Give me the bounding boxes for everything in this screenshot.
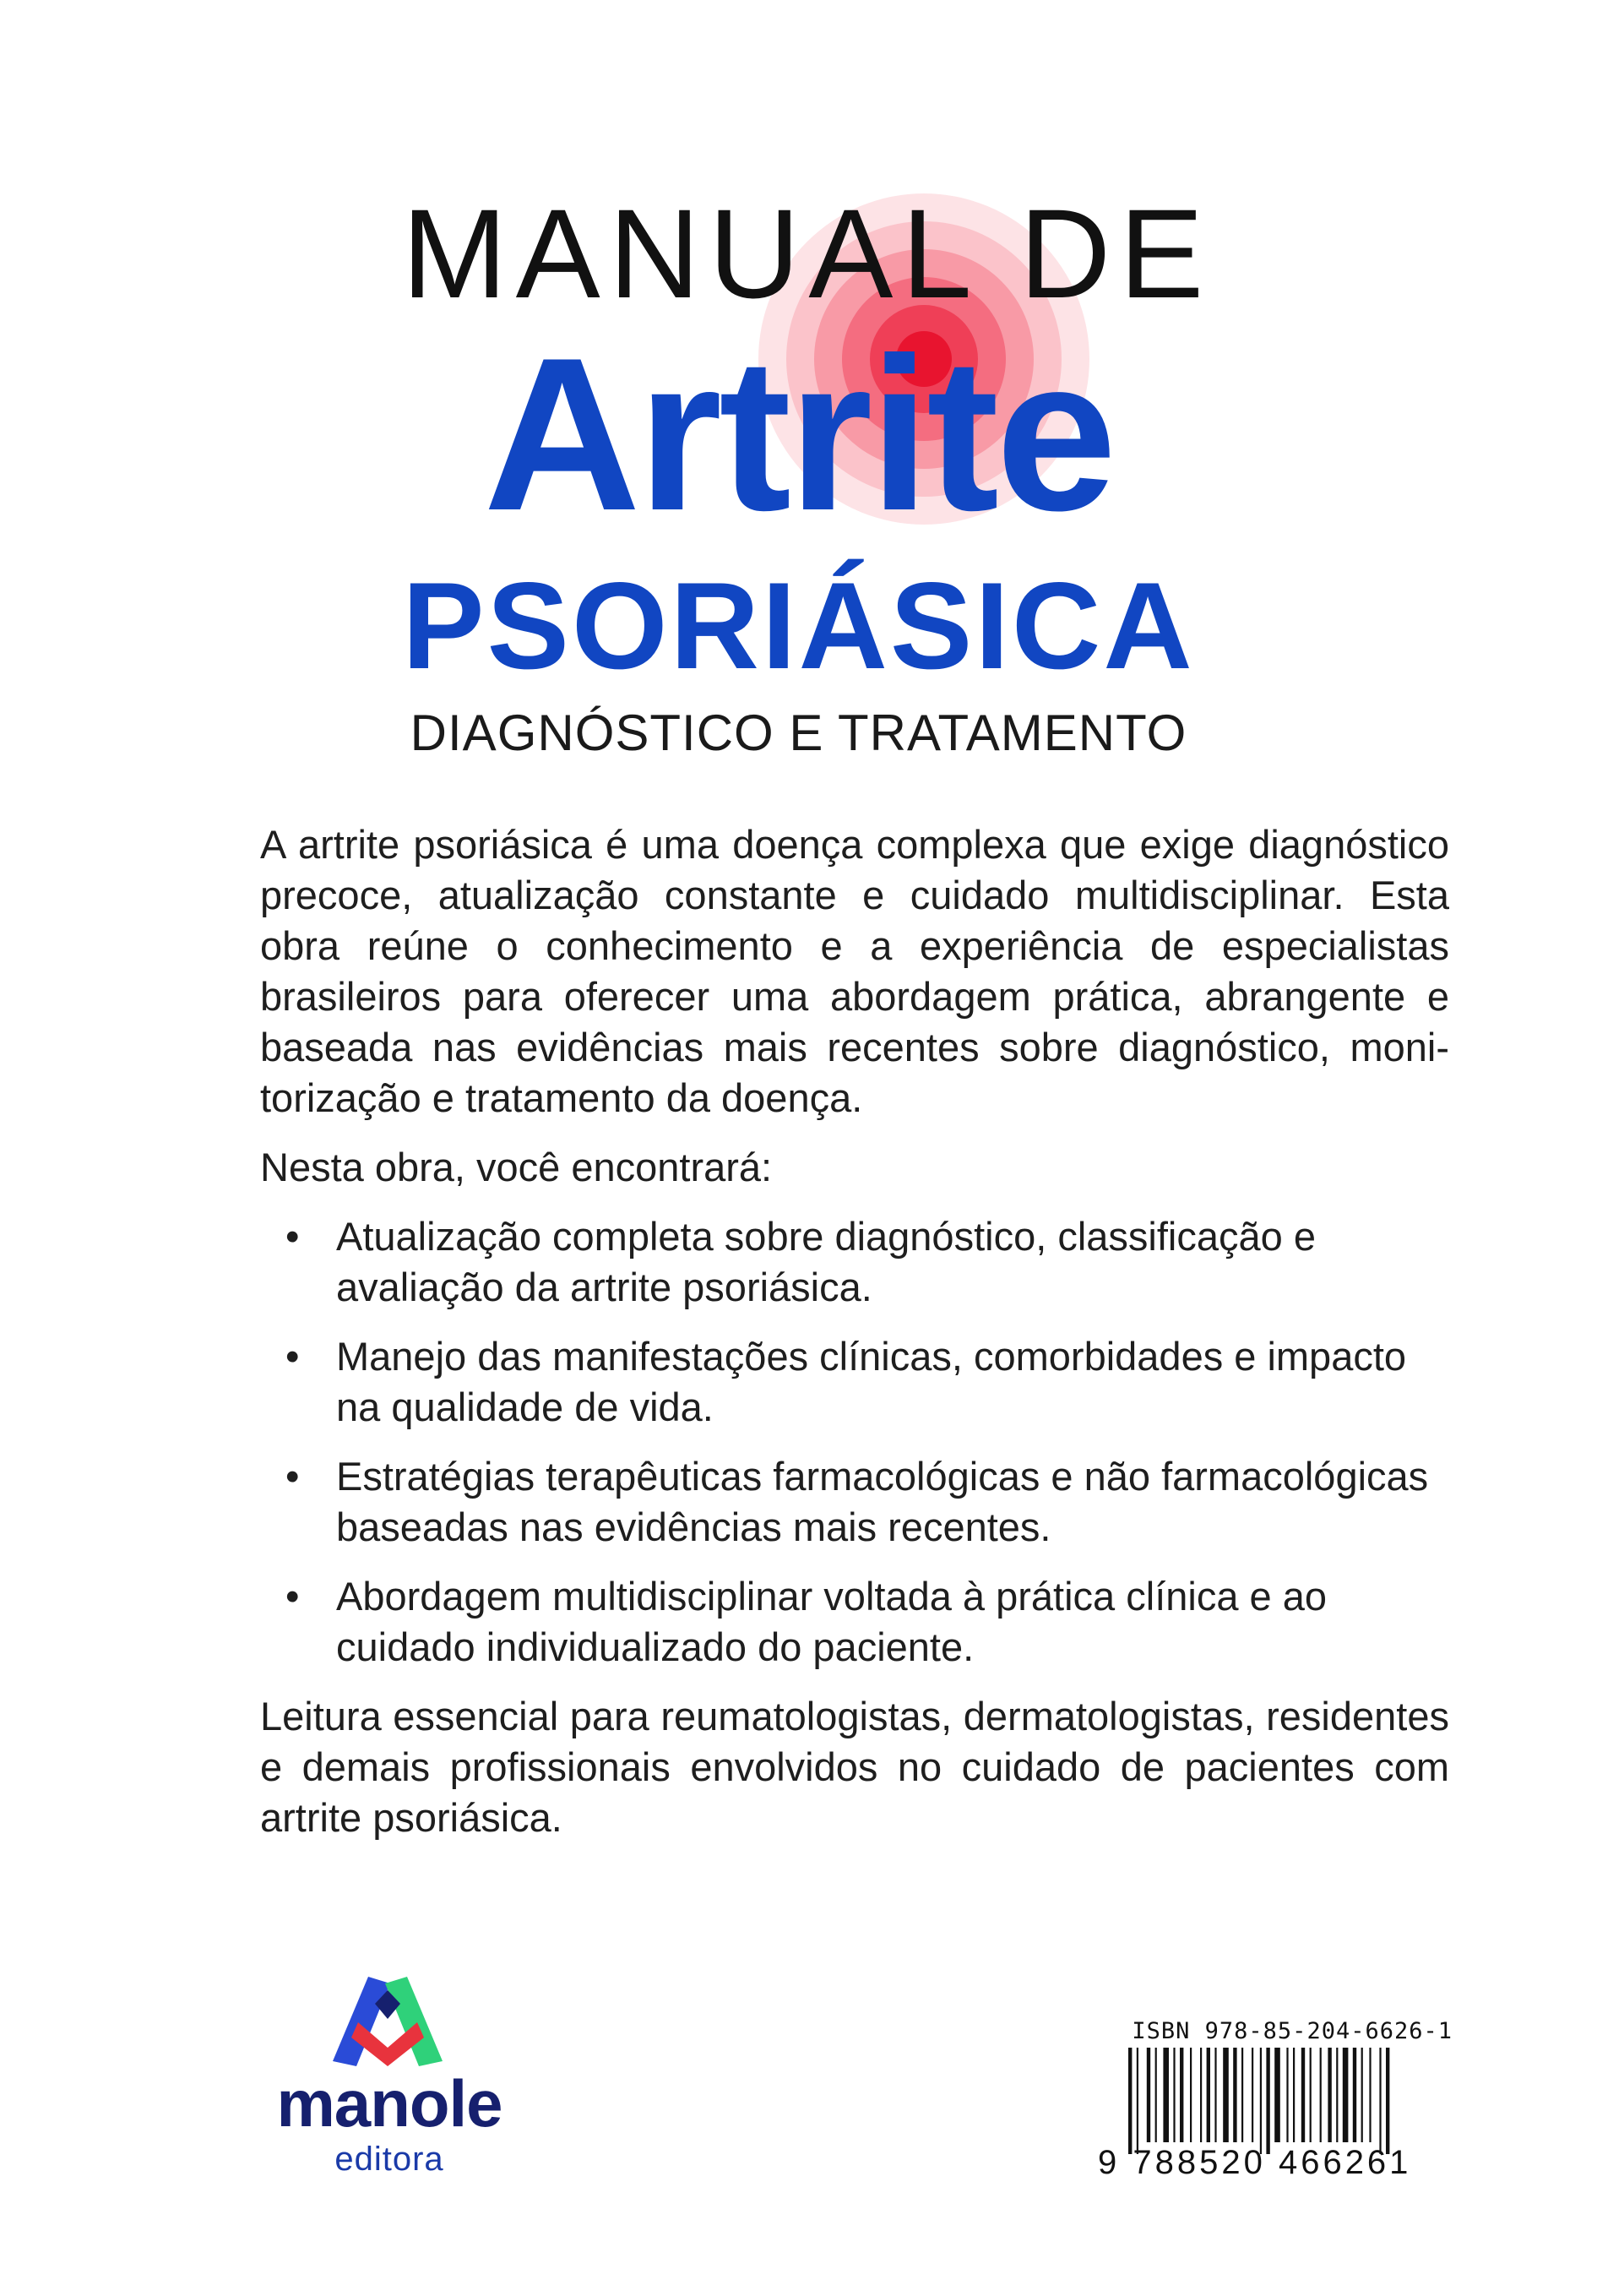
bullet-marker: • (285, 1214, 300, 1259)
feature-list (260, 1211, 1449, 1673)
barcode-bar (1147, 2048, 1150, 2142)
isbn-label: ISBN 978-85-204-6626-1 (1132, 2018, 1453, 2044)
barcode-bar (1379, 2048, 1381, 2154)
barcode-bar (1328, 2048, 1331, 2142)
barcode-bar (1260, 2048, 1262, 2154)
title-artrite: Artrite (483, 312, 1114, 556)
isbn-barcode (1098, 2019, 1453, 2179)
barcode-bar (1293, 2048, 1295, 2142)
bullet-marker: • (285, 1574, 300, 1619)
feature-text: Manejo das manifestações clínicas, comorbidades e impacto na qualidade de vida. (336, 1334, 1407, 1429)
barcode-bar (1274, 2048, 1280, 2142)
closing-paragraph: Leitura essencial para reumatologistas, dermatologistas, residentes e demais profissionais envolvidos no cuidado de pacientes com artrite psoriásica. (260, 1694, 1449, 1840)
feature-list-item (285, 1211, 1449, 1313)
feature-text: Atualização completa sobre diagnóstico, classificação e avaliação da artrite psoriásica. (336, 1214, 1316, 1309)
barcode-bar (1353, 2048, 1356, 2142)
barcode-bar (1343, 2048, 1349, 2142)
title-psoriasica: PSORIÁSICA (402, 557, 1195, 694)
barcode-bar (1266, 2048, 1269, 2154)
barcode-bar (1310, 2048, 1312, 2142)
barcode-bar (1163, 2048, 1169, 2142)
bullet-marker: • (285, 1334, 300, 1379)
title-manual-de: MANUAL DE (401, 182, 1213, 324)
feature-text: Estratégias terapêuticas farmacológicas e não farmacológicas baseadas nas evidências mais recentes. (336, 1454, 1429, 1549)
feature-list-item (285, 1331, 1449, 1433)
intro-paragraph: A artrite psoriásica é uma doença complexa que exige diagnóstico precoce, atualização constante e cuidado multidisciplinar. Esta obra reúne o conhecimento e a experiência de especialistas brasileiros para oferecer uma abordagem prática, abrangente e baseada nas evidências mais recentes sobre diagnóstico, monitorização e tratamento da doença. (260, 822, 1449, 1120)
feature-list-item (285, 1451, 1449, 1553)
barcode-bar (1128, 2048, 1132, 2154)
barcode-bar (1336, 2048, 1338, 2142)
barcode-bar (1233, 2048, 1236, 2142)
publisher-sub: editora (334, 2141, 444, 2178)
barcode-bar (1200, 2048, 1202, 2142)
barcode-bars (1123, 2048, 1453, 2154)
barcode-bar (1286, 2048, 1288, 2142)
barcode-bar (1386, 2048, 1389, 2154)
manole-m-logo-icon (324, 1967, 451, 2068)
publisher-name: manole (276, 2066, 502, 2141)
bullet-marker: • (285, 1454, 300, 1499)
barcode-bar (1180, 2048, 1183, 2142)
barcode-bar (1369, 2048, 1371, 2142)
cover-subtitle: DIAGNÓSTICO E TRATAMENTO (410, 705, 1187, 761)
barcode-bar (1155, 2048, 1157, 2142)
barcode-bar (1361, 2048, 1363, 2142)
barcode-bar (1301, 2048, 1305, 2142)
publisher-logo (250, 1967, 529, 2178)
barcode-bar (1241, 2048, 1243, 2142)
barcode-bar (1214, 2048, 1216, 2142)
back-cover-description (260, 819, 1449, 1862)
barcode-bar (1137, 2048, 1138, 2154)
barcode-bar (1252, 2048, 1253, 2142)
barcode-bar (1190, 2048, 1192, 2142)
logo-middle-stroke (351, 2022, 424, 2066)
lead-sentence: Nesta obra, você encontrará: (260, 1145, 773, 1189)
feature-list-item (285, 1571, 1449, 1673)
barcode-bar (1173, 2048, 1175, 2142)
barcode-digits: 9 788520 466261 (1098, 2144, 1412, 2181)
barcode-bar (1223, 2048, 1229, 2142)
barcode-bar (1207, 2048, 1210, 2142)
barcode-bar (1320, 2048, 1322, 2142)
feature-text: Abordagem multidisciplinar voltada à prática clínica e ao cuidado individualizado do paciente. (336, 1574, 1328, 1669)
